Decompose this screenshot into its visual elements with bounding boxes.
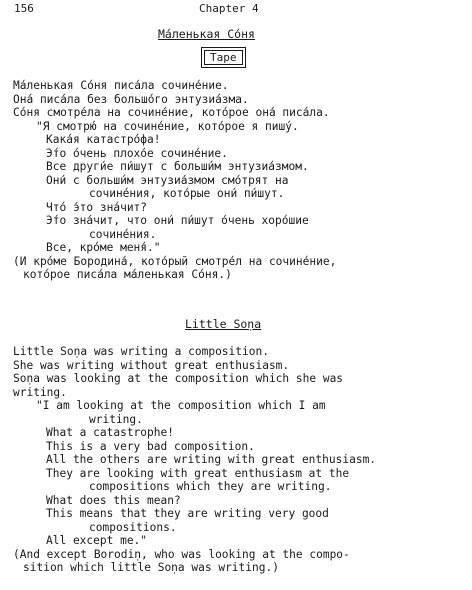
english-line: All except me." bbox=[46, 534, 148, 547]
russian-line: сочине́ния. bbox=[89, 227, 157, 241]
russian-line: кото́рое писа́ла ма́ленькая Со́ня.) bbox=[23, 268, 232, 281]
english-line: They are looking with great enthusiasm at the bbox=[46, 466, 350, 480]
russian-line: Со́ня смотре́ла на сочине́ние, кото́рое она́ писа́ла. bbox=[13, 106, 330, 119]
english-line: (And except Borodiṇ, who was looking at the compo- bbox=[13, 547, 350, 561]
russian-line: Все други́е пи́шут с больши́м энтузиа́змом. bbox=[46, 160, 309, 173]
english-story-text bbox=[13, 345, 376, 575]
russian-line: Она́ писа́ла без большо́го энтузиа́зма. bbox=[13, 92, 249, 106]
russian-line: Э́то зна́чит, что они́ пи́шут о́чень хоро́шие bbox=[46, 214, 309, 227]
english-line: writing. bbox=[13, 385, 67, 399]
russian-line: Что́ э́то зна́чит? bbox=[46, 200, 148, 214]
english-story-title: Little Soṇa bbox=[185, 317, 262, 331]
russian-line: (И кро́ме Бородина́, кото́рый смотре́л на сочине́ние, bbox=[13, 254, 337, 268]
russian-line: Э́то о́чень плохо́е сочине́ние. bbox=[46, 146, 228, 160]
russian-line: "Я смотрю́ на сочине́ние, кото́рое я пишу́. bbox=[36, 119, 299, 133]
russian-line: Они́ с больши́м энтузиа́змом смо́трят на bbox=[46, 173, 289, 187]
english-line: All the others are writing with great enthusiasm. bbox=[46, 453, 377, 466]
chapter-heading: Chapter 4 bbox=[199, 2, 259, 15]
russian-line: Кака́я катастро́фа! bbox=[46, 133, 161, 146]
russian-line: сочине́ния, кото́рые они́ пи́шут. bbox=[89, 187, 285, 200]
english-line: writing. bbox=[89, 412, 143, 426]
english-line: Little Soṇa was writing a composition. bbox=[13, 345, 269, 358]
russian-story-text bbox=[13, 79, 336, 282]
russian-story-title: Ма́ленькая Со́ня bbox=[158, 27, 255, 41]
tape-label-box: Tape bbox=[204, 50, 243, 65]
english-line: What does this mean? bbox=[46, 493, 181, 507]
english-line: compositions which they are writing. bbox=[89, 480, 332, 493]
english-line: Soṇa was looking at the composition which she was bbox=[13, 372, 344, 385]
english-line: She was writing without great enthusiasm. bbox=[13, 358, 290, 372]
english-line: "I am looking at the composition which I am bbox=[36, 399, 326, 412]
page-number: 156 bbox=[14, 2, 34, 15]
russian-line: Ма́ленькая Со́ня писа́ла сочине́ние. bbox=[13, 79, 229, 92]
russian-line: Все, кро́ме меня́." bbox=[46, 241, 161, 254]
english-line: compositions. bbox=[89, 520, 177, 534]
english-line: This means that they are writing very good bbox=[46, 507, 329, 520]
english-line: This is a very bad composition. bbox=[46, 439, 255, 453]
english-line: What a catastrophe! bbox=[46, 426, 174, 439]
english-line: sition which little Soṇa was writing.) bbox=[23, 561, 279, 574]
